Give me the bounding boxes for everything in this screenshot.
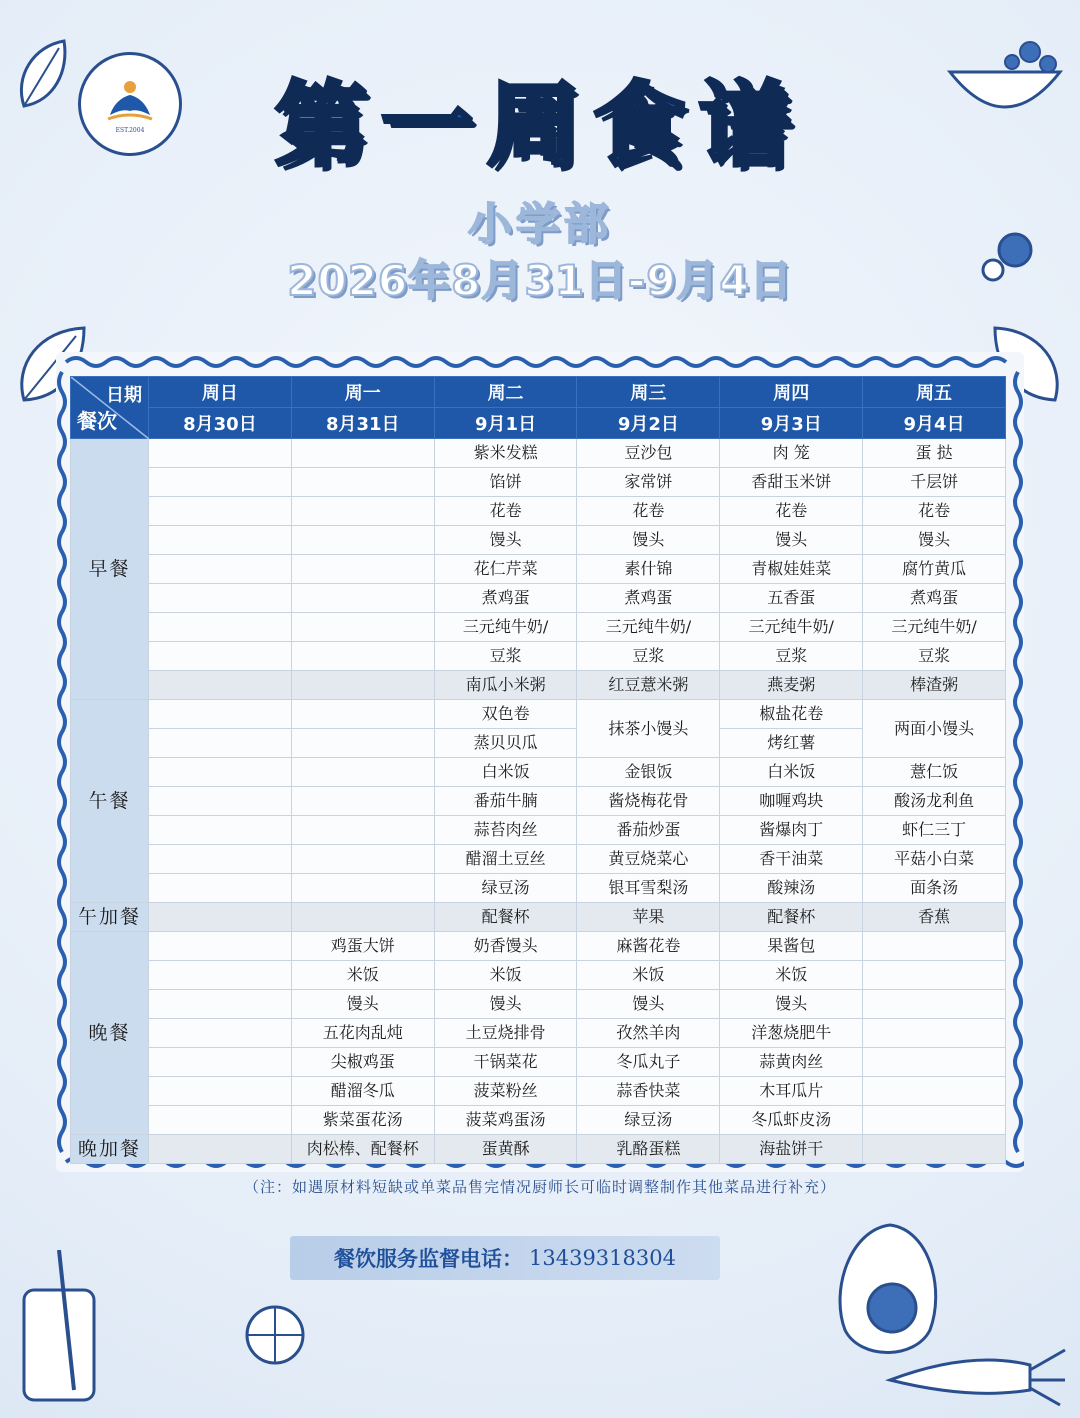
menu-cell [291,787,434,816]
menu-cell [149,758,292,787]
table-row [71,874,1006,903]
menu-cell [291,642,434,671]
menu-cell [291,526,434,555]
table-row [71,1077,1006,1106]
menu-cell [291,903,434,932]
day-header: 周日 [149,377,292,408]
menu-cell [291,700,434,729]
table-row [71,671,1006,700]
menu-cell [149,613,292,642]
menu-cell: 家常饼 [577,468,720,497]
menu-cell [149,961,292,990]
menu-cell: 果酱包 [720,932,863,961]
table-row [71,1106,1006,1135]
menu-cell: 馒头 [434,526,577,555]
menu-cell: 肉 笼 [720,439,863,468]
table-row [71,613,1006,642]
menu-cell: 酱烧梅花骨 [577,787,720,816]
menu-cell: 三元纯牛奶/ [434,613,577,642]
menu-cell [291,468,434,497]
menu-cell: 土豆烧排骨 [434,1019,577,1048]
menu-cell [149,874,292,903]
menu-cell: 花卷 [720,497,863,526]
menu-cell: 番茄牛腩 [434,787,577,816]
table-row [71,787,1006,816]
menu-cell [291,758,434,787]
menu-cell [149,932,292,961]
avocado-doodle-icon [830,1220,950,1360]
menu-cell [149,642,292,671]
jar-doodle-icon [14,1250,104,1410]
menu-cell: 紫菜蛋花汤 [291,1106,434,1135]
table-row [71,932,1006,961]
menu-cell: 菠菜粉丝 [434,1077,577,1106]
menu-cell [291,845,434,874]
menu-cell: 面条汤 [863,874,1006,903]
lemon-doodle-icon [240,1300,310,1370]
menu-cell [291,816,434,845]
menu-cell: 煮鸡蛋 [863,584,1006,613]
menu-cell: 煮鸡蛋 [577,584,720,613]
date-header: 9月4日 [863,408,1006,439]
menu-cell: 腐竹黄瓜 [863,555,1006,584]
table-row [71,526,1006,555]
menu-cell [149,468,292,497]
menu-cell [863,1048,1006,1077]
menu-cell [863,1135,1006,1164]
menu-cell [149,555,292,584]
menu-cell: 绿豆汤 [434,874,577,903]
menu-cell: 米饭 [720,961,863,990]
table-row [71,903,1006,932]
table-row [71,1135,1006,1164]
menu-cell [291,584,434,613]
table-row [71,990,1006,1019]
menu-cell [863,961,1006,990]
table-row [71,845,1006,874]
meal-label-lunch: 午餐 [71,700,149,903]
menu-cell: 馒头 [720,526,863,555]
menu-cell: 馅饼 [434,468,577,497]
menu-cell: 鸡蛋大饼 [291,932,434,961]
menu-cell: 豆浆 [434,642,577,671]
menu-cell [149,497,292,526]
table-row [71,468,1006,497]
menu-cell: 馒头 [577,526,720,555]
table-row [71,961,1006,990]
table-row [71,497,1006,526]
carrot-doodle-icon [880,1340,1070,1410]
menu-cell: 素什锦 [577,555,720,584]
meal-label-afternoon-snack: 午加餐 [71,903,149,932]
header-date-label: 日期 [106,385,142,406]
menu-cell: 豆浆 [577,642,720,671]
menu-cell: 馒头 [291,990,434,1019]
table-row [71,439,1006,468]
date-range: 2026年8月31日-9月4日 [287,256,793,305]
menu-cell [149,990,292,1019]
menu-cell [149,816,292,845]
menu-cell: 豆沙包 [577,439,720,468]
menu-cell: 麻酱花卷 [577,932,720,961]
menu-cell: 配餐杯 [720,903,863,932]
menu-cell [291,671,434,700]
menu-cell: 南瓜小米粥 [434,671,577,700]
footnote: （注：如遇原材料短缺或单菜品售完情况厨师长可临时调整制作其他菜品进行补充） [243,1178,836,1196]
menu-cell: 蒜香快菜 [577,1077,720,1106]
menu-cell: 蒜苔肉丝 [434,816,577,845]
menu-cell [863,1077,1006,1106]
menu-cell: 肉松棒、配餐杯 [291,1135,434,1164]
menu-cell: 抹茶小馒头 [577,700,720,758]
menu-cell: 蒸贝贝瓜 [434,729,577,758]
menu-cell [863,1106,1006,1135]
menu-cell: 青椒娃娃菜 [720,555,863,584]
menu-cell: 银耳雪梨汤 [577,874,720,903]
hotline-label: 餐饮服务监督电话： [334,1246,523,1271]
menu-cell [149,439,292,468]
menu-cell: 香蕉 [863,903,1006,932]
table-row [71,555,1006,584]
menu-cell: 馒头 [577,990,720,1019]
menu-cell: 馒头 [720,990,863,1019]
menu-cell: 酸辣汤 [720,874,863,903]
menu-cell: 五香蛋 [720,584,863,613]
page-title: 第一周食谱 [274,72,805,179]
menu-cell: 馒头 [863,526,1006,555]
menu-cell: 白米饭 [434,758,577,787]
menu-cell: 棒渣粥 [863,671,1006,700]
menu-cell: 蒜黄肉丝 [720,1048,863,1077]
menu-cell: 木耳瓜片 [720,1077,863,1106]
menu-cell: 花仁芹菜 [434,555,577,584]
day-header: 周一 [291,377,434,408]
menu-cell [149,1106,292,1135]
menu-cell [149,1019,292,1048]
menu-cell: 酸汤龙利鱼 [863,787,1006,816]
menu-cell [863,932,1006,961]
hotline-number[interactable]: 13439318304 [529,1246,676,1270]
menu-cell [291,439,434,468]
page-subtitle: 小学部 [468,199,612,250]
header-corner-cell [71,377,149,439]
menu-cell [149,903,292,932]
day-header: 周五 [863,377,1006,408]
table-row [71,1019,1006,1048]
menu-cell: 配餐杯 [434,903,577,932]
menu-cell: 番茄炒蛋 [577,816,720,845]
menu-cell [149,671,292,700]
table-row [71,584,1006,613]
header-meal-label: 餐次 [77,409,117,433]
table-row [71,758,1006,787]
menu-cell [291,874,434,903]
menu-cell: 乳酪蛋糕 [577,1135,720,1164]
date-header: 9月3日 [720,408,863,439]
menu-cell: 黄豆烧菜心 [577,845,720,874]
menu-cell [149,787,292,816]
menu-cell: 虾仁三丁 [863,816,1006,845]
menu-cell [149,729,292,758]
menu-cell: 三元纯牛奶/ [577,613,720,642]
menu-cell [863,1019,1006,1048]
menu-cell: 燕麦粥 [720,671,863,700]
table-row [71,816,1006,845]
menu-cell [291,613,434,642]
menu-cell [863,990,1006,1019]
menu-cell: 冬瓜丸子 [577,1048,720,1077]
menu-cell: 香干油菜 [720,845,863,874]
logo-est-text: EST.2004 [115,126,145,134]
menu-cell: 绿豆汤 [577,1106,720,1135]
menu-cell [149,700,292,729]
menu-cell: 煮鸡蛋 [434,584,577,613]
menu-cell [291,729,434,758]
menu-cell: 红豆薏米粥 [577,671,720,700]
menu-cell: 蛋黄酥 [434,1135,577,1164]
date-header: 9月1日 [434,408,577,439]
menu-cell: 咖喱鸡块 [720,787,863,816]
menu-cell: 花卷 [577,497,720,526]
menu-cell: 奶香馒头 [434,932,577,961]
menu-cell: 豆浆 [720,642,863,671]
header-row-days [71,377,1006,408]
menu-cell: 蛋 挞 [863,439,1006,468]
menu-cell [291,497,434,526]
meal-label-breakfast: 早餐 [71,439,149,700]
date-header: 8月31日 [291,408,434,439]
menu-cell: 五花肉乱炖 [291,1019,434,1048]
menu-cell [149,1077,292,1106]
meal-label-dinner: 晚餐 [71,932,149,1135]
menu-cell [149,584,292,613]
menu-cell [149,845,292,874]
menu-cell: 海盐饼干 [720,1135,863,1164]
menu-cell: 豆浆 [863,642,1006,671]
menu-cell: 米饭 [291,961,434,990]
menu-cell: 洋葱烧肥牛 [720,1019,863,1048]
day-header: 周三 [577,377,720,408]
menu-cell: 三元纯牛奶/ [720,613,863,642]
menu-cell: 馒头 [434,990,577,1019]
menu-cell: 两面小馒头 [863,700,1006,758]
menu-cell: 花卷 [434,497,577,526]
menu-cell [149,1048,292,1077]
menu-cell: 醋溜冬瓜 [291,1077,434,1106]
table-row [71,700,1006,729]
date-header: 8月30日 [149,408,292,439]
menu-cell: 薏仁饭 [863,758,1006,787]
meal-label-evening-snack: 晚加餐 [71,1135,149,1164]
menu-cell: 香甜玉米饼 [720,468,863,497]
menu-cell: 千层饼 [863,468,1006,497]
menu-cell: 冬瓜虾皮汤 [720,1106,863,1135]
hotline-banner [290,1236,720,1280]
menu-cell: 白米饭 [720,758,863,787]
menu-cell: 米饭 [434,961,577,990]
weekly-menu-table [70,376,1006,1164]
menu-cell: 金银饭 [577,758,720,787]
table-row [71,642,1006,671]
header-row-dates [71,408,1006,439]
menu-cell [149,1135,292,1164]
menu-cell: 干锅菜花 [434,1048,577,1077]
table-row [71,1048,1006,1077]
menu-cell: 花卷 [863,497,1006,526]
menu-cell: 菠菜鸡蛋汤 [434,1106,577,1135]
day-header: 周二 [434,377,577,408]
date-header: 9月2日 [577,408,720,439]
menu-cell [291,555,434,584]
menu-cell: 烤红薯 [720,729,863,758]
day-header: 周四 [720,377,863,408]
menu-cell: 孜然羊肉 [577,1019,720,1048]
menu-cell: 椒盐花卷 [720,700,863,729]
menu-cell: 酱爆肉丁 [720,816,863,845]
menu-cell: 米饭 [577,961,720,990]
menu-cell: 紫米发糕 [434,439,577,468]
menu-cell: 三元纯牛奶/ [863,613,1006,642]
menu-cell: 醋溜土豆丝 [434,845,577,874]
menu-cell: 双色卷 [434,700,577,729]
menu-cell: 苹果 [577,903,720,932]
menu-cell: 平菇小白菜 [863,845,1006,874]
menu-cell [149,526,292,555]
menu-cell: 尖椒鸡蛋 [291,1048,434,1077]
